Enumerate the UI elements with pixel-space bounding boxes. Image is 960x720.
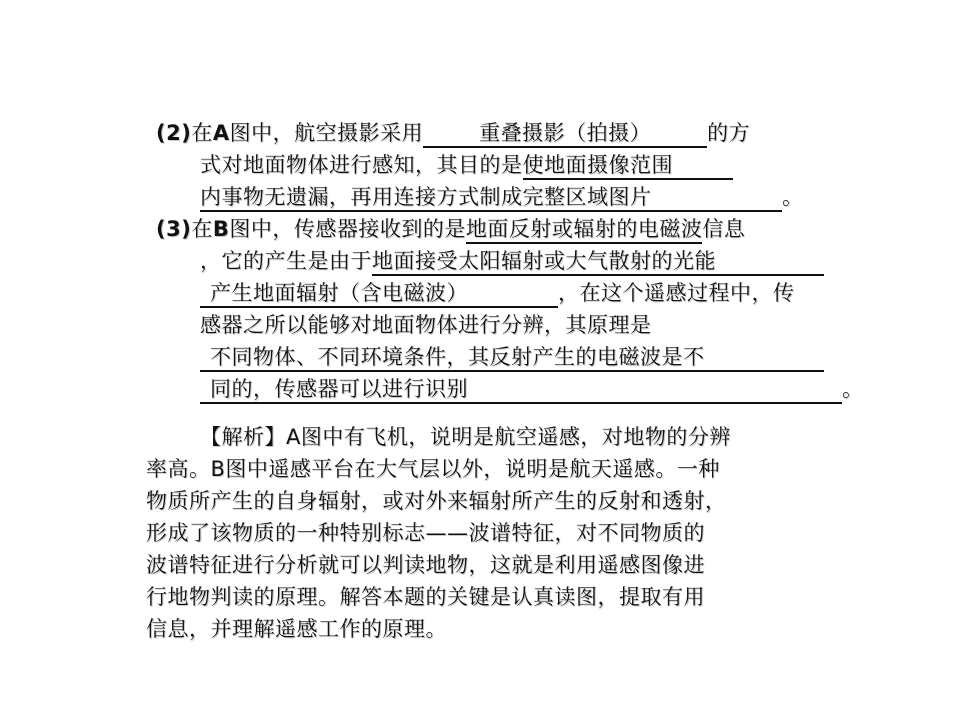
analysis-line-5: 波谱特征进行分析就可以判读地物，这就是利用遥感图像进 <box>146 553 705 577</box>
q3-answer-3b: 同的，传感器可以进行识别 <box>200 376 842 404</box>
q3-question-text-2: ，它的产生是由于 <box>200 249 372 273</box>
q2-end: 。 <box>782 185 804 209</box>
q3-line-2 <box>200 246 824 276</box>
analysis-line-3: 物质所产生的自身辐射，或对外来辐射所产生的反射和透射， <box>146 489 727 513</box>
q2-figure-label: A <box>212 121 230 145</box>
q2-prefix: 在 <box>191 121 213 145</box>
q2-answer-1: 重叠摄影（拍摄） <box>423 120 707 148</box>
q3-prefix: 在 <box>191 217 213 241</box>
analysis-line-6: 行地物判读的原理。解答本题的关键是认真读图，提取有用 <box>146 585 705 609</box>
q3-line-5 <box>200 342 824 372</box>
q3-answer-2a: 地面接受太阳辐射或大气散射的光能 <box>372 248 824 276</box>
q2-answer-2a: 使地面摄像范围 <box>523 152 733 180</box>
q3-suffix: 信息 <box>702 217 746 241</box>
q2-answer-2b: 内事物无遗漏，再用连接方式制成完整区域图片 <box>200 184 782 212</box>
analysis-line-4: 形成了该物质的一种特别标志——波谱特征，对不同物质的 <box>146 521 705 545</box>
q3-figure-label: B <box>212 217 230 241</box>
q2-line-3 <box>200 182 804 212</box>
analysis-line-2: 率高。B图中遥感平台在大气层以外，说明是航天遥感。一种 <box>146 457 720 481</box>
q3-line-4 <box>200 310 652 340</box>
q3-question-text-4: 感器之所以能够对地面物体进行分辨，其原理是 <box>200 313 652 337</box>
analysis-line-7: 信息，并理解遥感工作的原理。 <box>146 617 447 641</box>
q2-suffix: 的方 <box>707 121 751 145</box>
q3-line-3 <box>200 278 795 308</box>
q3-end: 。 <box>842 377 864 401</box>
q2-question-text: 图中，航空摄影采用 <box>229 121 424 145</box>
q2-line-2 <box>200 150 733 180</box>
q3-line-6 <box>200 374 864 404</box>
q3-number: (3) <box>156 217 192 241</box>
q2-question-text-2: 式对地面物体进行感知，其目的是 <box>200 153 523 177</box>
analysis-line-1: 【解析】A图中有飞机，说明是航空遥感，对地物的分辨 <box>200 425 731 449</box>
q2-line-1 <box>156 118 750 148</box>
q3-line-1 <box>156 214 745 244</box>
q3-question-text-3: ，在这个遥感过程中，传 <box>558 281 795 305</box>
q3-answer-1: 地面反射或辐射的电磁波 <box>466 216 703 244</box>
q2-number: (2) <box>156 121 192 145</box>
q3-answer-3a: 不同物体、不同环境条件，其反射产生的电磁波是不 <box>200 344 824 372</box>
q3-question-text: 图中，传感器接收到的是 <box>229 217 466 241</box>
q3-answer-2b: 产生地面辐射（含电磁波） <box>200 280 558 308</box>
